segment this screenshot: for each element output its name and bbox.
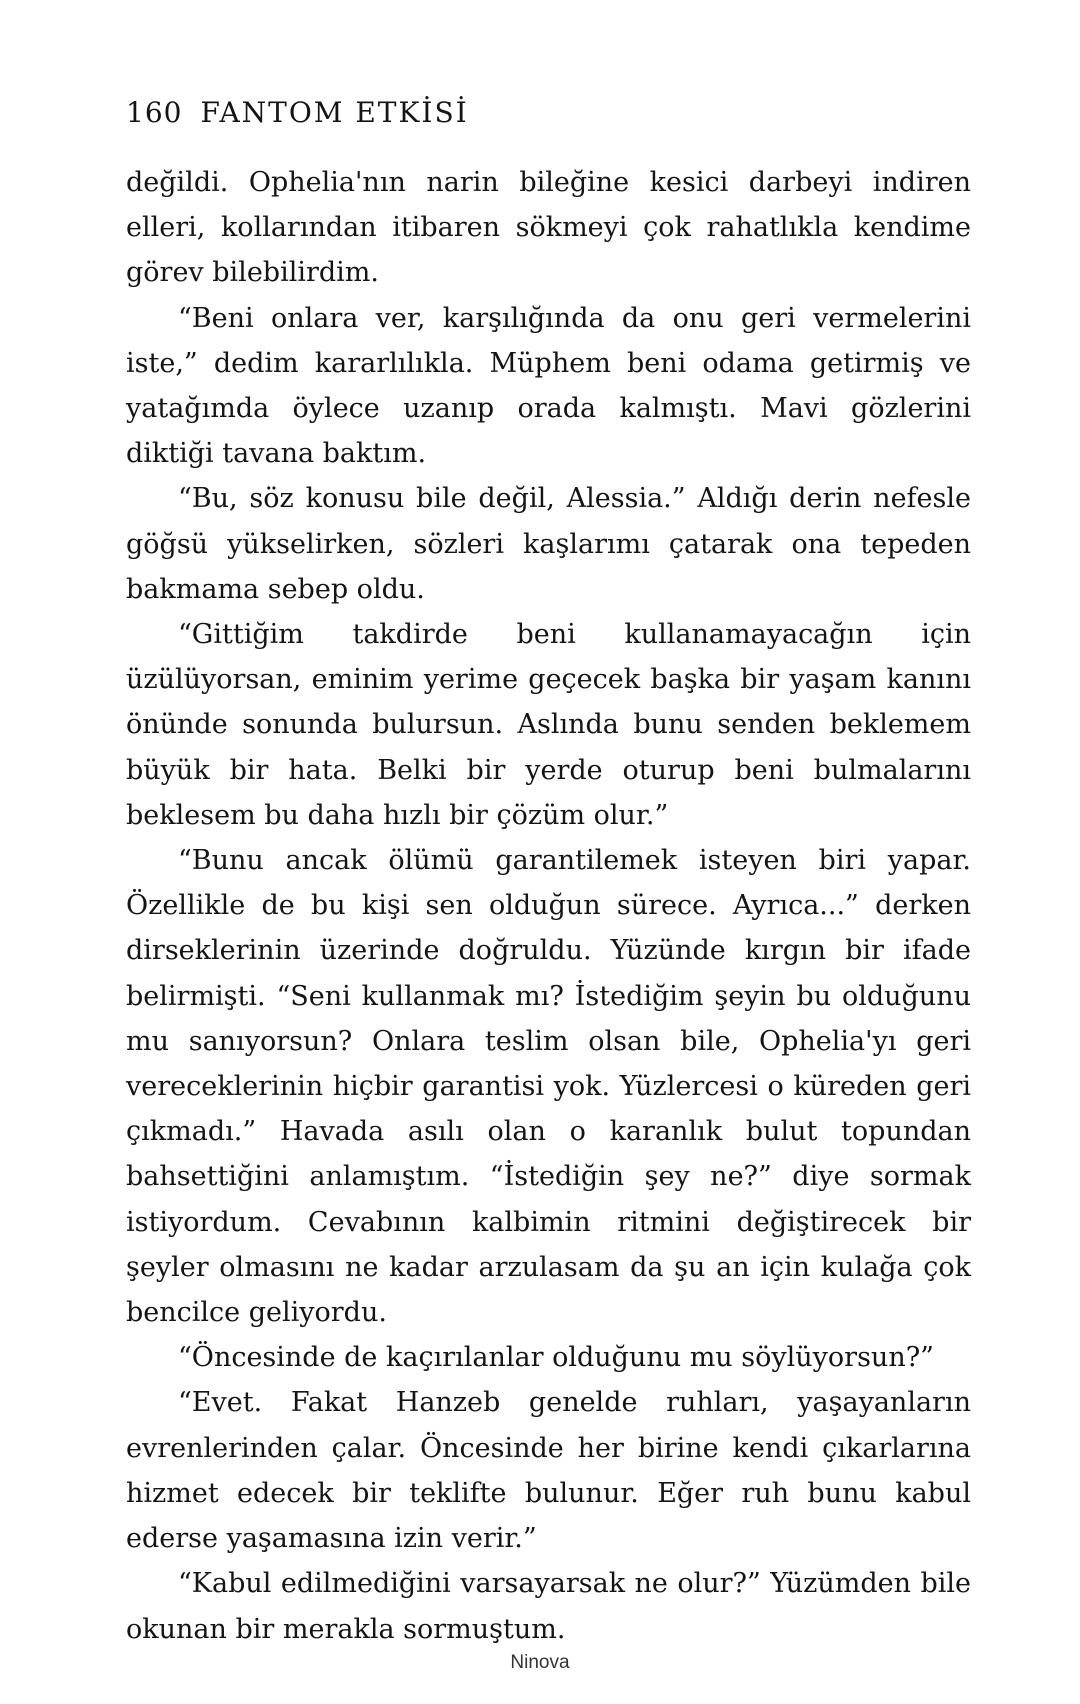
paragraph-8: “Kabul edilmediğini varsayarsak ne olur?” Yüzümden bile okunan bir merakla sormuştum. bbox=[126, 1568, 971, 1645]
page-number: 160 bbox=[126, 96, 183, 129]
paragraph-7: “Evet. Fakat Hanzeb genelde ruhları, yaşayanların evrenlerinden çalar. Öncesinde her birine kendi çıkarlarına hizmet edecek bir teklifte bulunur. Eğer ruh bunu kabul ederse yaşamasına izin verir.” bbox=[126, 1387, 971, 1555]
paragraph-3: “Bu, söz konusu bile değil, Alessia.” Aldığı derin nefesle göğsü yükselirken, sözleri kaşlarımı çatarak ona tepeden bakmama sebep oldu. bbox=[126, 483, 971, 605]
body-text bbox=[126, 160, 971, 1652]
publisher-footer: Ninova bbox=[510, 1652, 570, 1673]
paragraph-4: “Gittiğim takdirde beni kullanamayacağın için üzülüyorsan, eminim yerime geçecek başka bir yaşam kanını önünde sonunda bulursun. Aslında bunu senden beklemem büyük bir hata. Belki bir yerde oturup beni bulmalarını beklesem bu daha hızlı bir çözüm olur.” bbox=[126, 619, 971, 831]
paragraph-2: “Beni onlara ver, karşılığında da onu geri vermelerini iste,” dedim kararlılıkla. Müphem beni odama getirmiş ve yatağımda öylece uzanıp orada kalmıştı. Mavi gözlerini diktiği tavana baktım. bbox=[126, 302, 971, 470]
paragraph-1: değildi. Ophelia'nın narin bileğine kesici darbeyi indiren elleri, kollarından itibaren sökmeyi çok rahatlıkla kendime görev bilebilirdim. bbox=[126, 167, 971, 289]
paragraph-6: “Öncesinde de kaçırılanlar olduğunu mu söylüyorsun?” bbox=[178, 1342, 934, 1374]
paragraph-5: “Bunu ancak ölümü garantilemek isteyen biri yapar. Özellikle de bu kişi sen olduğun sürece. Ayrıca...” derken dirseklerinin üzerinde doğruldu. Yüzünde kırgın bir ifade belirmişti. “Seni kullanmak mı? İstediğim şeyin bu olduğunu mu sanıyorsun? Onlara teslim olsan bile, Ophelia'yı geri vereceklerinin hiçbir garantisi yok. Yüzlercesi o küreden geri çıkmadı.” Havada asılı olan o karanlık bulut topundan bahsettiğini anlamıştım. “İstediğin şey ne?” diye sormak istiyordum. Cevabının kalbimin ritmini değiştirecek bir şeyler olmasını ne kadar arzulasam da şu an için kulağa çok bencilce geliyordu. bbox=[126, 845, 971, 1329]
book-title: FANTOM ETKİSİ bbox=[200, 96, 469, 129]
running-head bbox=[126, 96, 469, 129]
